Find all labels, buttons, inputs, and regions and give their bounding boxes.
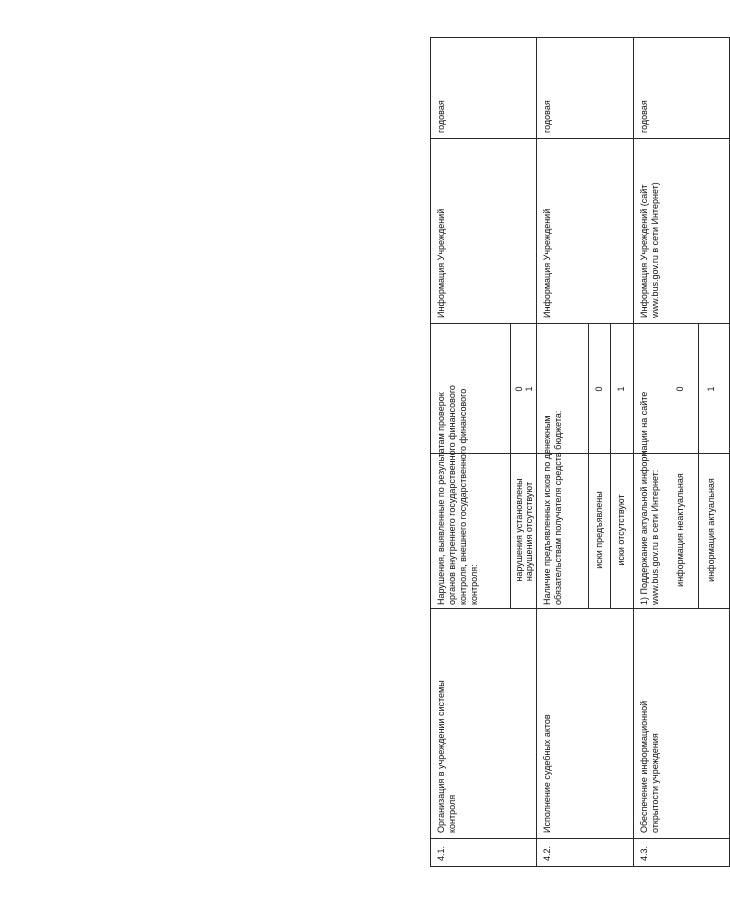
subrow-line-1a	[510, 324, 511, 609]
option-value: 0	[514, 386, 524, 392]
row-indicator: Наличие предъявленных исков по денежным обязательствам получателя средств бюджета:	[542, 410, 563, 605]
option-value: 0	[675, 386, 685, 392]
col-separator-1	[430, 838, 730, 839]
row-name: Исполнение судебных актов	[542, 714, 552, 833]
option-value: 0	[594, 386, 604, 392]
option-label: нарушения отсутствуют	[524, 481, 534, 582]
row-number: 4.3.	[639, 845, 649, 861]
row-indicator: 1) Поддержание актуальной информации на сайте www.bus.gov.ru в сети Интернет:	[639, 391, 660, 605]
col-separator-5	[430, 138, 730, 139]
subrow-line-3a	[698, 324, 699, 609]
option-label: нарушения установлены	[514, 478, 524, 582]
row-period: годовая	[542, 100, 552, 133]
subrow-line-2b	[610, 324, 611, 609]
row-period: годовая	[639, 100, 649, 133]
option-value: 1	[706, 386, 716, 392]
option-label: иски отсутствуют	[616, 494, 626, 566]
row-source: Информация Учреждений (сайт www.bus.gov.ru в сети Интернет)	[639, 182, 660, 318]
option-label: иски предъявлены	[594, 491, 604, 569]
option-label: информация актуальная	[706, 478, 716, 582]
option-value: 1	[616, 386, 626, 392]
row-number: 4.1.	[436, 845, 446, 861]
row-source: Информация Учреждений	[436, 208, 446, 318]
table-border-right	[430, 37, 730, 38]
row-separator-1	[536, 37, 537, 867]
row-name: Обеспечение информационной открытости учреждения	[639, 700, 660, 833]
row-period: годовая	[436, 100, 446, 133]
row-number: 4.2.	[542, 845, 552, 861]
row-source: Информация Учреждений	[542, 208, 552, 318]
option-value: 1	[524, 386, 534, 392]
table-border-top	[430, 37, 431, 867]
row-separator-2	[633, 37, 634, 867]
row-name: Организация в учреждении системы контроля	[436, 680, 457, 833]
subrow-line-2a	[588, 324, 589, 609]
rotated-table	[430, 37, 730, 867]
option-label: информация неактуальная	[675, 473, 685, 587]
col-separator-2	[430, 608, 730, 609]
table-border-left	[430, 866, 730, 867]
row-indicator: Нарушения, выявленные по результатам проверок органов внутреннего государственного финансового контроля, внешнего государственного финансового контроля:	[436, 385, 479, 605]
